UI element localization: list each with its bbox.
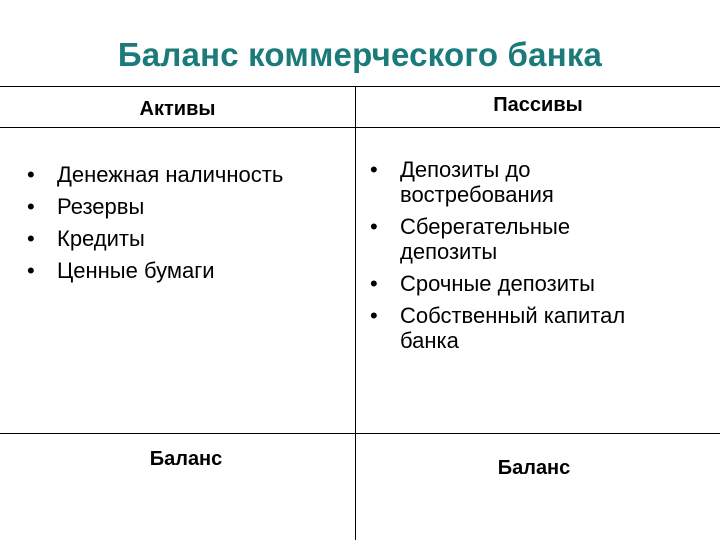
liabilities-list (370, 157, 670, 360)
list-item (27, 226, 347, 251)
bullet-icon: • (27, 194, 35, 219)
list-item-text: Срочные депозиты (400, 271, 595, 296)
list-item-text: Кредиты (57, 226, 145, 251)
list-item (370, 303, 670, 353)
header-divider (0, 127, 720, 128)
assets-header: Активы (139, 98, 216, 120)
list-item (370, 271, 670, 296)
assets-footer: Баланс (149, 448, 223, 470)
bullet-icon: • (27, 258, 35, 283)
bullet-icon: • (27, 226, 35, 251)
page-title: Баланс коммерческого банка (117, 36, 603, 73)
list-item-text: Ценные бумаги (57, 258, 215, 283)
list-item-text: Резервы (57, 194, 145, 219)
list-item (27, 194, 347, 219)
liabilities-header: Пассивы (493, 94, 583, 116)
bullet-icon: • (370, 271, 378, 296)
bullet-icon: • (370, 214, 378, 239)
list-item-text: Собственный капитал банка (400, 303, 626, 353)
table-top-border (0, 86, 720, 87)
list-item-text: Денежная наличность (57, 162, 284, 187)
list-item (370, 157, 670, 207)
bullet-icon: • (370, 303, 378, 328)
list-item-text: Депозиты до востребования (400, 157, 554, 207)
assets-list (27, 162, 347, 290)
list-item (370, 214, 670, 264)
footer-divider (0, 433, 720, 434)
list-item-text: Сберегательные депозиты (400, 214, 571, 264)
liabilities-footer: Баланс (497, 457, 571, 479)
bullet-icon: • (27, 162, 35, 187)
list-item (27, 162, 347, 187)
bullet-icon: • (370, 157, 378, 182)
list-item (27, 258, 347, 283)
